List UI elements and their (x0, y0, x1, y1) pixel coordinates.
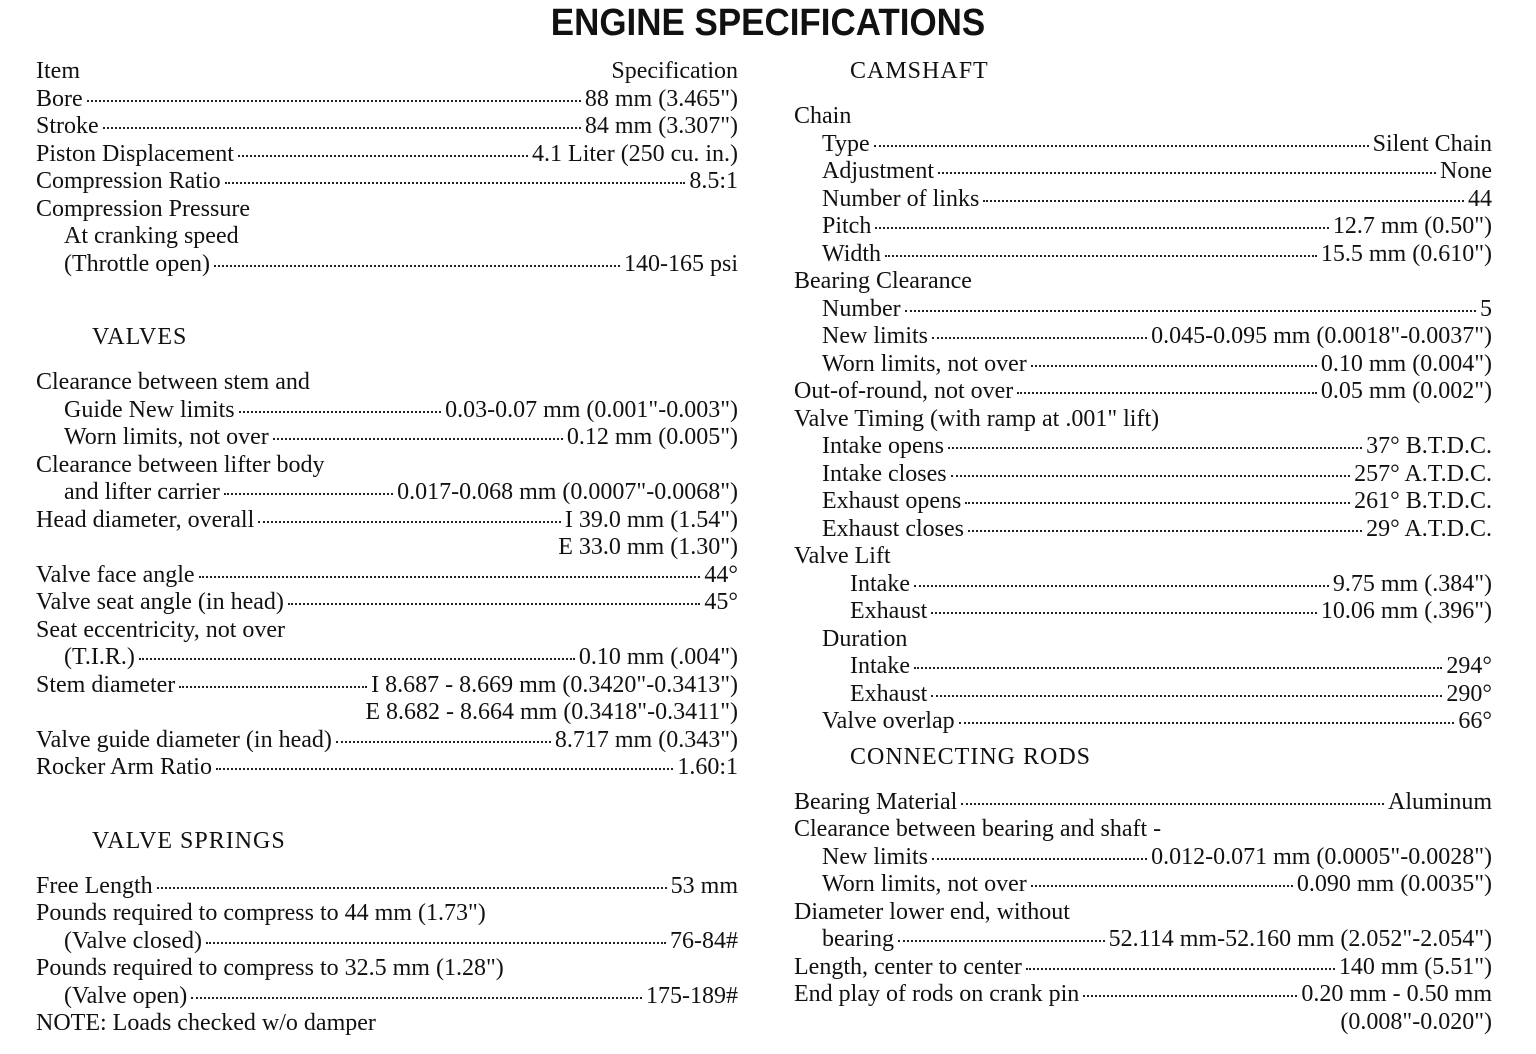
spec-row (36, 873, 738, 901)
spec-row (36, 562, 738, 590)
spec-label: bearing (822, 926, 894, 952)
spec-row (36, 369, 738, 397)
spec-value: 175-189# (646, 982, 738, 1009)
spec-label: Clearance between stem and (36, 369, 310, 395)
spec-row (794, 598, 1492, 626)
spec-label: Valve face angle (36, 561, 195, 588)
spec-row (36, 113, 738, 141)
spec-row (36, 141, 738, 169)
spec-label: Exhaust (850, 680, 928, 707)
spec-header: Specification (611, 58, 738, 84)
item-header: Item (36, 58, 80, 84)
spec-label: Worn limits, not over (822, 871, 1027, 897)
spec-value: 88 mm (3.465") (584, 85, 738, 112)
spec-label: Bearing Material (794, 788, 958, 815)
dot-leader (206, 942, 666, 944)
dot-leader (157, 887, 667, 889)
spec-label: Stroke (36, 113, 99, 139)
spec-label: Length, center to center (794, 953, 1022, 980)
spec-row (794, 488, 1492, 516)
spec-value: 0.090 mm (0.0035") (1296, 871, 1492, 897)
valves-heading: VALVES (92, 324, 188, 350)
camshaft-section (794, 103, 1492, 736)
dot-leader (983, 200, 1464, 202)
spec-row (794, 406, 1492, 434)
spec-label: New limits (822, 843, 928, 870)
dot-leader (874, 145, 1369, 147)
spec-label: and lifter carrier (64, 479, 220, 505)
right-column (794, 58, 1492, 1036)
spec-label: (Throttle open) (64, 250, 210, 277)
valve-springs-section (36, 873, 738, 1038)
spec-row (36, 699, 738, 727)
spec-label: Piston Displacement (36, 140, 234, 167)
spec-value: 53 mm (670, 872, 738, 899)
spec-value: 294° (1446, 653, 1492, 679)
spec-value: E 33.0 mm (1.30") (558, 534, 738, 560)
valves-section (36, 369, 738, 782)
spec-value: E 8.682 - 8.664 mm (0.3418"-0.3411") (365, 699, 738, 725)
spec-value: 8.5:1 (689, 168, 738, 194)
spec-row (36, 900, 738, 928)
dot-leader (258, 521, 561, 523)
spec-row (794, 186, 1492, 214)
spec-row (794, 653, 1492, 681)
spec-label: Exhaust (850, 598, 928, 624)
spec-value: 37° B.T.D.C. (1366, 433, 1492, 459)
spec-value: 45° (704, 589, 738, 615)
spec-value: None (1440, 158, 1492, 184)
spec-row (36, 754, 738, 782)
spec-row (36, 1010, 738, 1038)
dot-leader (224, 493, 393, 495)
spec-label: Pounds required to compress to 44 mm (1.73") (36, 900, 486, 926)
spec-label: NOTE: Loads checked w/o damper (36, 1010, 376, 1036)
spec-value: I 8.687 - 8.669 mm (0.3420"-0.3413") (371, 671, 738, 698)
spec-row (794, 516, 1492, 544)
spec-row (794, 296, 1492, 324)
left-column (36, 58, 738, 1038)
spec-value: 44 (1468, 185, 1492, 212)
spec-value: 66° (1458, 708, 1492, 734)
spec-value: 4.1 Liter (250 cu. in.) (532, 140, 738, 167)
spec-label: Pounds required to compress to 32.5 mm (1.28") (36, 955, 504, 981)
spec-label: (Valve open) (64, 982, 188, 1009)
spec-label: Chain (794, 103, 852, 129)
dot-leader (139, 658, 575, 660)
spec-label: End play of rods on crank pin (794, 981, 1080, 1007)
spec-value: I 39.0 mm (1.54") (564, 506, 738, 533)
spec-row (36, 589, 738, 617)
spec-value: 0.03-0.07 mm (0.001"-0.003") (445, 396, 738, 423)
spec-label: Number (822, 295, 901, 322)
page-title: ENGINE SPECIFICATIONS (550, 2, 986, 44)
spec-label: Free Length (36, 872, 153, 899)
column-header (36, 58, 738, 86)
dot-leader (1083, 995, 1297, 997)
general-section (36, 86, 738, 279)
dot-leader (968, 530, 1362, 532)
spec-value: 44° (704, 561, 738, 588)
spec-label: Rocker Arm Ratio (36, 754, 212, 780)
spec-row (794, 433, 1492, 461)
spec-label: Seat eccentricity, not over (36, 616, 285, 643)
spec-label: Compression Ratio (36, 168, 221, 194)
spec-row (794, 213, 1492, 241)
dot-leader (951, 475, 1351, 477)
spec-row (794, 351, 1492, 379)
spec-row (36, 479, 738, 507)
dot-leader (214, 265, 620, 267)
spec-label: New limits (822, 323, 928, 349)
dot-leader (288, 603, 701, 605)
spec-value: 5 (1480, 295, 1492, 322)
spec-value: 0.017-0.068 mm (0.0007"-0.0068") (397, 479, 738, 505)
spec-label: Intake opens (822, 433, 944, 459)
spec-row (794, 461, 1492, 489)
spec-label: Adjustment (822, 158, 934, 184)
spec-row (36, 727, 738, 755)
spec-value: (0.008"-0.020") (1340, 1008, 1492, 1035)
spec-label: Number of links (822, 185, 980, 212)
spec-row (794, 543, 1492, 571)
spec-value: 29° A.T.D.C. (1366, 515, 1492, 542)
dot-leader (931, 612, 1317, 614)
spec-label: Head diameter, overall (36, 506, 255, 533)
spec-value: 84 mm (3.307") (584, 113, 738, 139)
dot-leader (961, 803, 1384, 805)
spec-row (794, 681, 1492, 709)
valve-springs-heading: VALVE SPRINGS (92, 827, 286, 854)
spec-label: Intake (850, 570, 910, 597)
spec-label: Guide New limits (64, 396, 235, 423)
spec-row (794, 981, 1492, 1009)
spec-label: Valve Lift (794, 543, 891, 569)
spec-row (794, 323, 1492, 351)
spec-label: Clearance between bearing and shaft - (794, 816, 1162, 842)
spec-label: Bearing Clearance (794, 268, 972, 294)
spec-row (794, 899, 1492, 927)
spec-value: 52.114 mm-52.160 mm (2.052"-2.054") (1108, 926, 1492, 952)
spec-value: 0.012-0.071 mm (0.0005"-0.0028") (1151, 843, 1492, 870)
spec-row (794, 241, 1492, 269)
spec-row (794, 871, 1492, 899)
dot-leader (948, 447, 1362, 449)
spec-value: Aluminum (1387, 788, 1492, 815)
spec-row (36, 424, 738, 452)
dot-leader (87, 100, 581, 102)
spec-row (794, 571, 1492, 599)
spec-row (36, 617, 738, 645)
spec-label: Valve overlap (822, 708, 955, 734)
spec-row (794, 626, 1492, 654)
spec-row (794, 844, 1492, 872)
spec-value: 261° B.T.D.C. (1354, 488, 1492, 514)
spec-value: 0.05 mm (0.002") (1320, 378, 1492, 404)
dot-leader (1031, 885, 1293, 887)
connecting-rods-section (794, 789, 1492, 1037)
dot-leader (905, 310, 1476, 312)
spec-row (36, 196, 738, 224)
spec-row (36, 955, 738, 983)
spec-label: Bore (36, 85, 83, 112)
spec-value: 257° A.T.D.C. (1354, 460, 1492, 487)
dot-leader (103, 127, 581, 129)
spec-row (794, 131, 1492, 159)
dot-leader (885, 255, 1317, 257)
spec-row (794, 268, 1492, 296)
dot-leader (914, 667, 1442, 669)
connecting-rods-heading: CONNECTING RODS (850, 743, 1092, 770)
dot-leader (273, 438, 563, 440)
spec-value: 0.20 mm - 0.50 mm (1301, 981, 1492, 1007)
spec-value: 9.75 mm (.384") (1332, 570, 1492, 597)
spec-label: Intake (850, 653, 910, 679)
spec-row (794, 926, 1492, 954)
spec-value: Silent Chain (1372, 130, 1492, 157)
dot-leader (914, 585, 1329, 587)
spec-row (36, 397, 738, 425)
spec-row (36, 507, 738, 535)
spec-value: 0.10 mm (0.004") (1320, 350, 1492, 377)
dot-leader (216, 768, 673, 770)
spec-value: 76-84# (670, 927, 738, 954)
dot-leader (179, 686, 367, 688)
spec-row (36, 928, 738, 956)
dot-leader (191, 997, 642, 999)
spec-row (794, 378, 1492, 406)
spec-row (794, 103, 1492, 131)
spec-label: Intake closes (822, 460, 947, 487)
dot-leader (1031, 365, 1317, 367)
spec-label: Valve guide diameter (in head) (36, 726, 332, 753)
spec-row (36, 251, 738, 279)
spec-label: Valve Timing (with ramp at .001" lift) (794, 405, 1160, 432)
spec-label: Pitch (822, 213, 872, 239)
spec-value: 8.717 mm (0.343") (554, 726, 738, 753)
spec-row (36, 983, 738, 1011)
spec-label: (T.I.R.) (64, 644, 135, 670)
dot-leader (238, 155, 528, 157)
spec-row (794, 954, 1492, 982)
spec-row (794, 816, 1492, 844)
dot-leader (225, 182, 686, 184)
spec-label: Worn limits, not over (822, 350, 1027, 377)
spec-value: 1.60:1 (677, 754, 738, 780)
spec-label: (Valve closed) (64, 927, 202, 954)
spec-row (36, 223, 738, 251)
spec-value: 140-165 psi (624, 250, 738, 277)
dot-leader (932, 858, 1147, 860)
spec-label: Stem diameter (36, 671, 176, 698)
spec-row (36, 452, 738, 480)
spec-value: 0.045-0.095 mm (0.0018"-0.0037") (1151, 323, 1492, 349)
spec-row (36, 534, 738, 562)
spec-label: Exhaust closes (822, 515, 964, 542)
spec-value: 10.06 mm (.396") (1320, 598, 1492, 624)
spec-label: Diameter lower end, without (794, 898, 1070, 925)
spec-value: 12.7 mm (0.50") (1332, 213, 1492, 239)
spec-value: 0.12 mm (0.005") (566, 424, 738, 450)
spec-label: Width (822, 240, 882, 267)
spec-row (794, 158, 1492, 186)
spec-label: Compression Pressure (36, 195, 250, 222)
spec-label: Duration (822, 625, 908, 652)
dot-leader (1017, 392, 1317, 394)
dot-leader (959, 722, 1455, 724)
dot-leader (938, 172, 1436, 174)
spec-label: Worn limits, not over (64, 424, 269, 450)
spec-label: At cranking speed (64, 223, 239, 249)
spec-value: 290° (1446, 680, 1492, 707)
dot-leader (336, 741, 551, 743)
camshaft-heading: CAMSHAFT (850, 58, 989, 84)
dot-leader (931, 695, 1442, 697)
spec-label: Clearance between lifter body (36, 451, 325, 478)
dot-leader (1026, 968, 1335, 970)
dot-leader (875, 227, 1329, 229)
spec-row (36, 644, 738, 672)
spec-value: 140 mm (5.51") (1338, 953, 1492, 980)
spec-row (36, 168, 738, 196)
spec-row (794, 789, 1492, 817)
spec-value: 15.5 mm (0.610") (1320, 240, 1492, 267)
spec-value: 0.10 mm (.004") (578, 644, 738, 670)
dot-leader (239, 411, 441, 413)
spec-label: Exhaust opens (822, 488, 962, 514)
spec-row (36, 86, 738, 114)
spec-row (36, 672, 738, 700)
spec-label: Valve seat angle (in head) (36, 589, 284, 615)
dot-leader (932, 337, 1147, 339)
spec-label: Out-of-round, not over (794, 378, 1014, 404)
spec-row (794, 708, 1492, 736)
dot-leader (965, 502, 1350, 504)
dot-leader (898, 940, 1105, 942)
spec-row (794, 1009, 1492, 1037)
spec-label: Type (822, 130, 870, 157)
dot-leader (199, 576, 701, 578)
